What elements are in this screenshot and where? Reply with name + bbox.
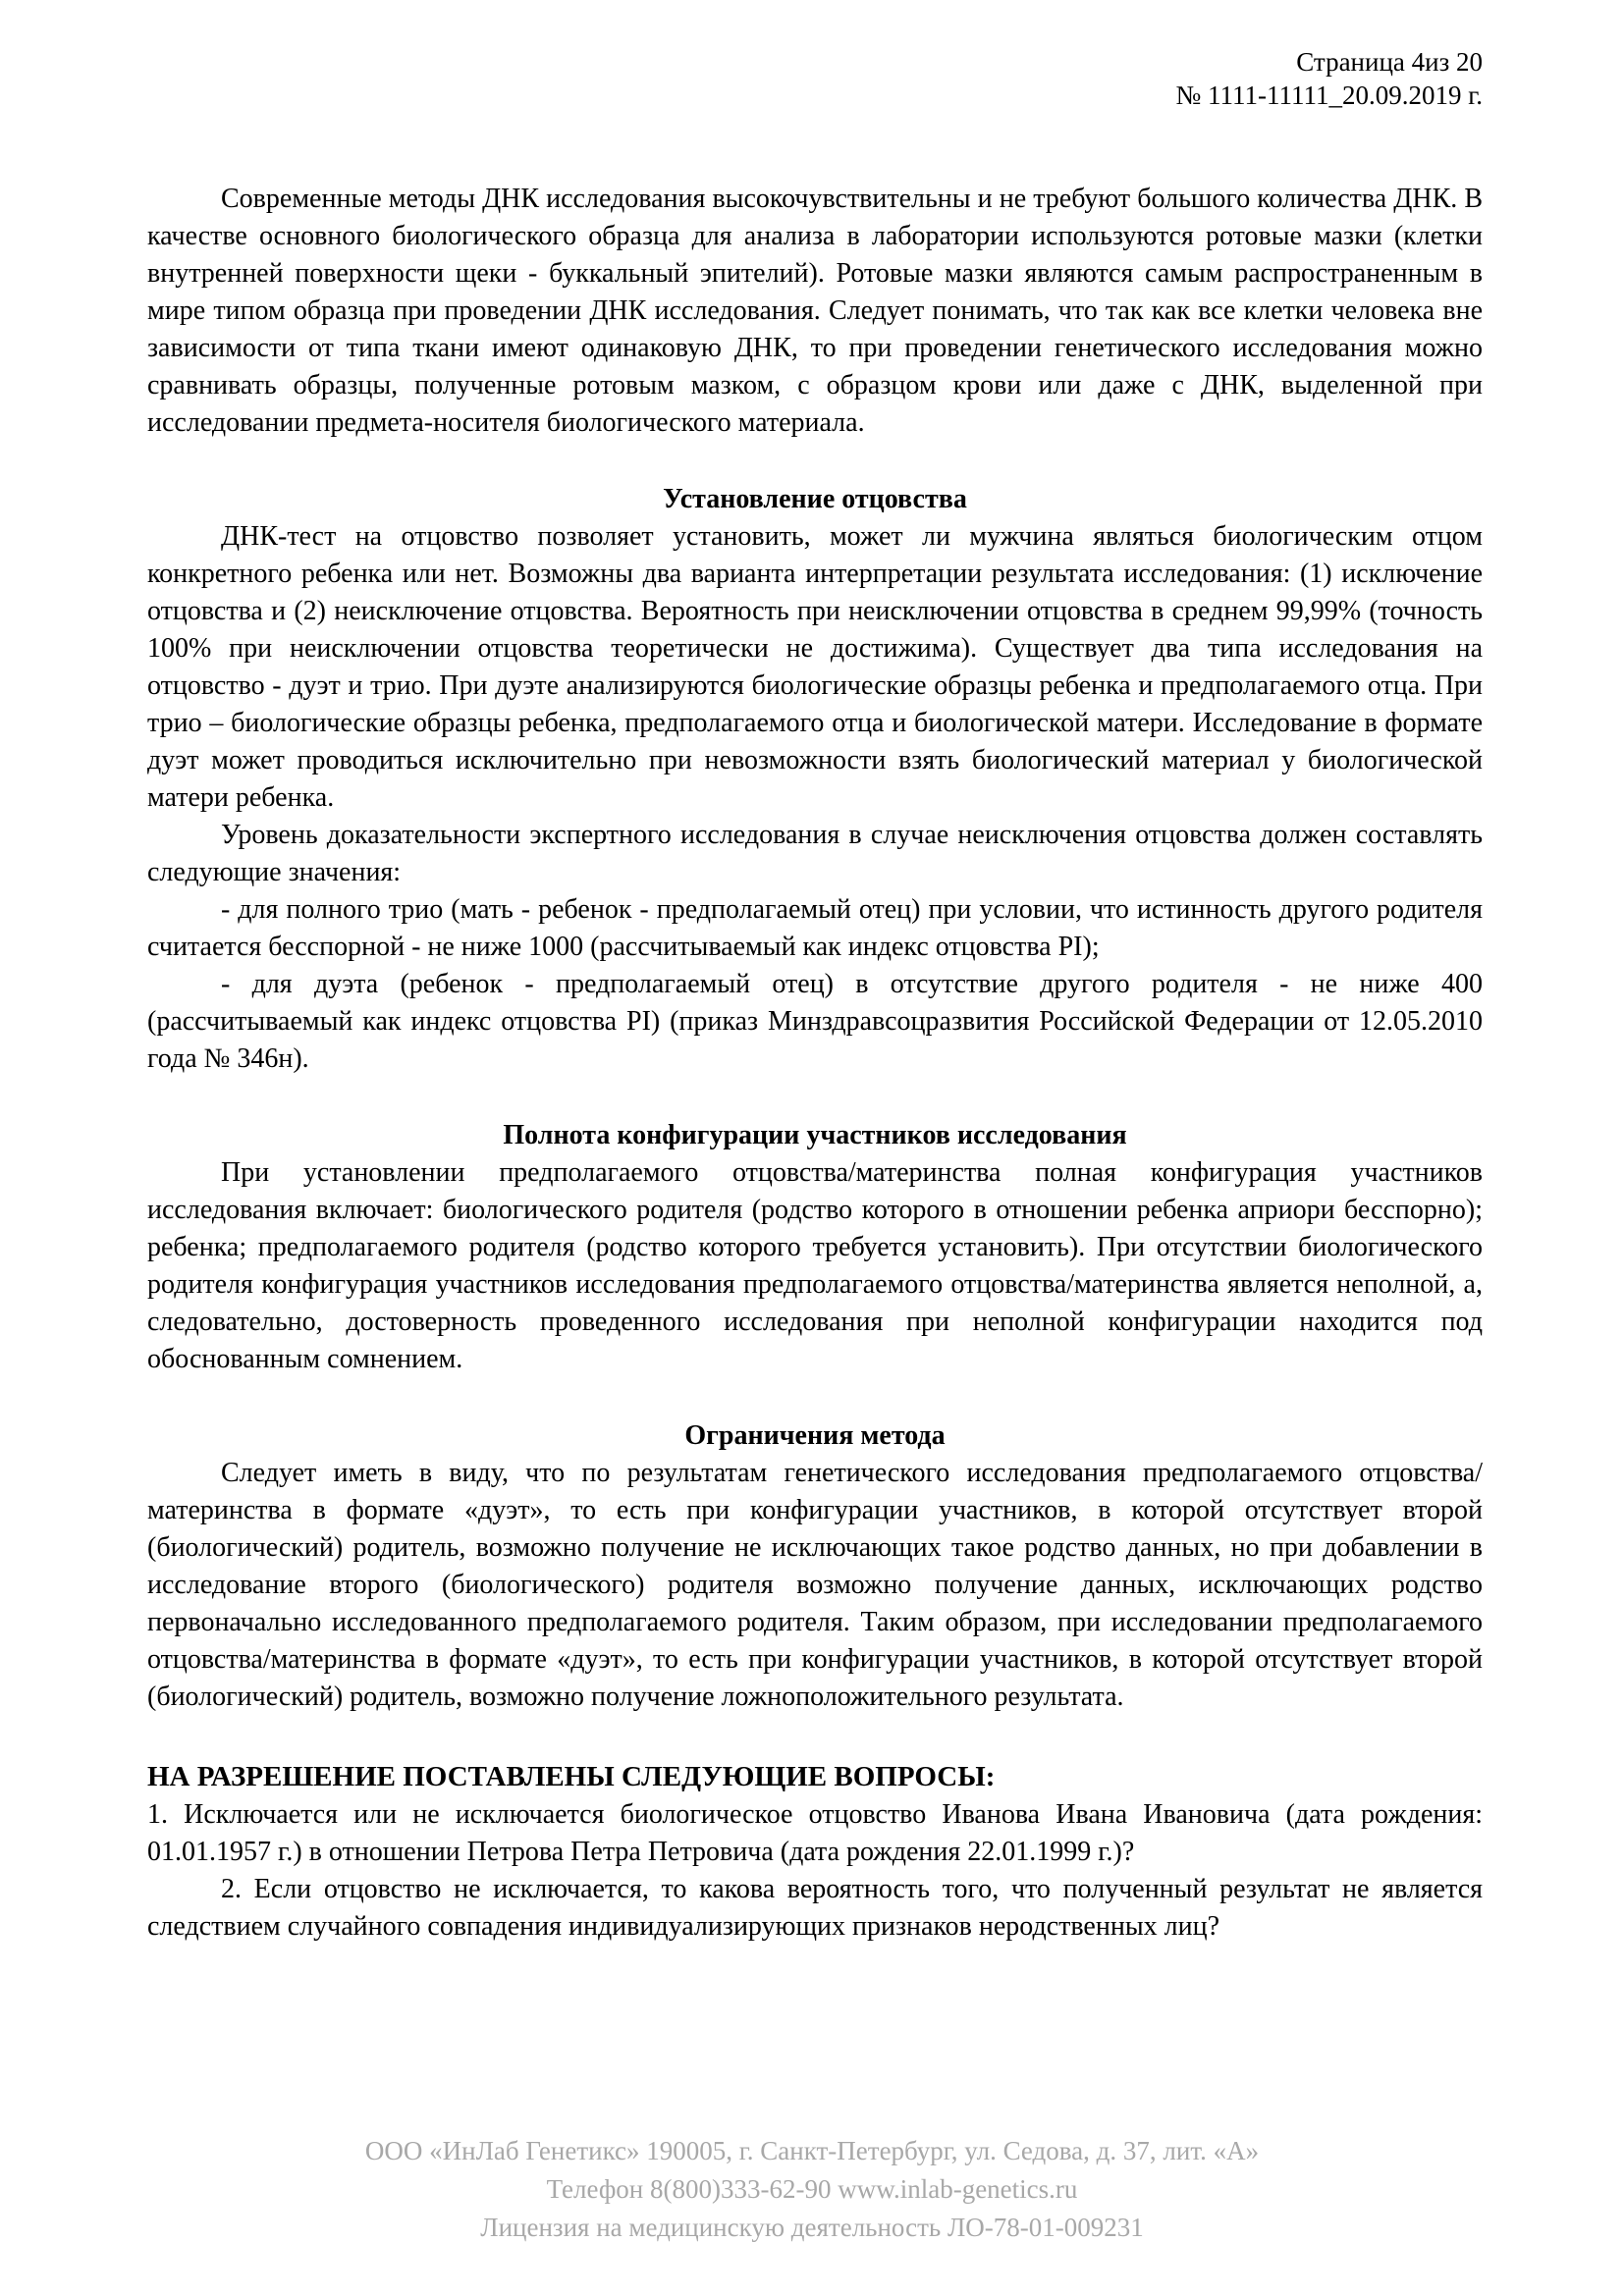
section-title-paternity: Установление отцовства <box>663 484 967 514</box>
paternity-paragraph-2: Уровень доказательности экспертного исследования в случае неисключения отцовства должен составлять следующие значения: <box>147 820 1483 887</box>
paternity-list-item-2: - для дуэта (ребенок - предполагаемый отец) в отсутствие другого родителя - не ниже 400 (рассчитываемый как индекс отцовства PI) (приказ Минздравсоцразвития Российской Федерации от 12.05.2010 года № 346н). <box>147 969 1483 1074</box>
footer-phone-website: Телефон 8(800)333-62-90 www.inlab-genetics.ru <box>546 2174 1078 2204</box>
document-body <box>147 181 1483 1946</box>
section-title-configuration: Полнота конфигурации участников исследования <box>503 1120 1127 1150</box>
page-footer <box>0 2132 1624 2247</box>
section-title-limitations: Ограничения метода <box>684 1420 946 1451</box>
footer-license: Лицензия на медицинскую деятельность ЛО-78-01-009231 <box>480 2213 1144 2242</box>
questions-heading: НА РАЗРЕШЕНИЕ ПОСТАВЛЕНЫ СЛЕДУЮЩИЕ ВОПРОСЫ: <box>147 1761 996 1792</box>
intro-paragraph: Современные методы ДНК исследования высокочувствительны и не требуют большого количества ДНК. В качестве основного биологического образца для анализа в лаборатории используются ротовые мазки (клетки внутренней поверхности щеки - буккальный эпителий). Ротовые мазки являются самым распространенным в мире типом образца при проведении ДНК исследования. Следует понимать, что так как все клетки человека вне зависимости от типа ткани имеют одинаковую ДНК, то при проведении генетического исследования можно сравнивать образцы, полученные ротовым мазком, с образцом крови или даже с ДНК, выделенной при исследовании предмета-носителя биологического материала. <box>147 184 1483 438</box>
limitations-paragraph: Следует иметь в виду, что по результатам генетического исследования предполагаемого отцовства/материнства в формате «дуэт», то есть при конфигурации участников, в которой отсутствует второй (биологический) родитель, возможно получение не исключающих такое родство данных, но при добавлении в исследование второго (биологического) родителя возможно получение данных, исключающих родство первоначально исследованного предполагаемого родителя. Таким образом, при исследовании предполагаемого отцовства/материнства в формате «дуэт», то есть при конфигурации участников, в которой отсутствует второй (биологический) родитель, возможно получение ложноположительного результата. <box>147 1458 1483 1712</box>
configuration-paragraph: При установлении предполагаемого отцовства/материнства полная конфигурация участников исследования включает: биологического родителя (родство которого в отношении ребенка априори бесспорно); ребенка; предполагаемого родителя (родство которого требуется установить). При отсутствии биологического родителя конфигурация участников исследования предполагаемого отцовства/материнства является неполной, а, следовательно, достоверность проведенного исследования при неполной конфигурации находится под обоснованным сомнением. <box>147 1157 1483 1374</box>
page-number-label: Страница 4из 20 <box>1296 47 1483 77</box>
document-number-label: № 1111-11111_20.09.2019 г. <box>1175 80 1483 110</box>
page-header <box>147 45 1483 112</box>
paternity-paragraph-1: ДНК-тест на отцовство позволяет установить, может ли мужчина являться биологическим отцом конкретного ребенка или нет. Возможны два варианта интерпретации результата исследования: (1) исключение отцовства и (2) неисключение отцовства. Вероятность при неисключении отцовства в среднем 99,99% (точность 100% при неисключении отцовства теоретически не достижима). Существует два типа исследования на отцовство - дуэт и трио. При дуэте анализируются биологические образцы ребенка и предполагаемого отца. При трио – биологические образцы ребенка, предполагаемого отца и биологической матери. Исследование в формате дуэт может проводиться исключительно при невозможности взять биологический материал у биологической матери ребенка. <box>147 521 1483 813</box>
footer-company-address: ООО «ИнЛаб Генетикс» 190005, г. Санкт-Петербург, ул. Седова, д. 37, лит. «А» <box>364 2136 1260 2165</box>
question-2: 2. Если отцовство не исключается, то какова вероятность того, что полученный результат не является следствием случайного совпадения индивидуализирующих признаков неродственных лиц? <box>147 1874 1483 1942</box>
question-1: 1. Исключается или не исключается биологическое отцовство Иванова Ивана Ивановича (дата рождения: 01.01.1957 г.) в отношении Петрова Петра Петровича (дата рождения 22.01.1999 г.)? <box>147 1799 1483 1867</box>
paternity-list-item-1: - для полного трио (мать - ребенок - предполагаемый отец) при условии, что истинность другого родителя считается бесспорной - не ниже 1000 (рассчитываемый как индекс отцовства PI); <box>147 894 1483 962</box>
